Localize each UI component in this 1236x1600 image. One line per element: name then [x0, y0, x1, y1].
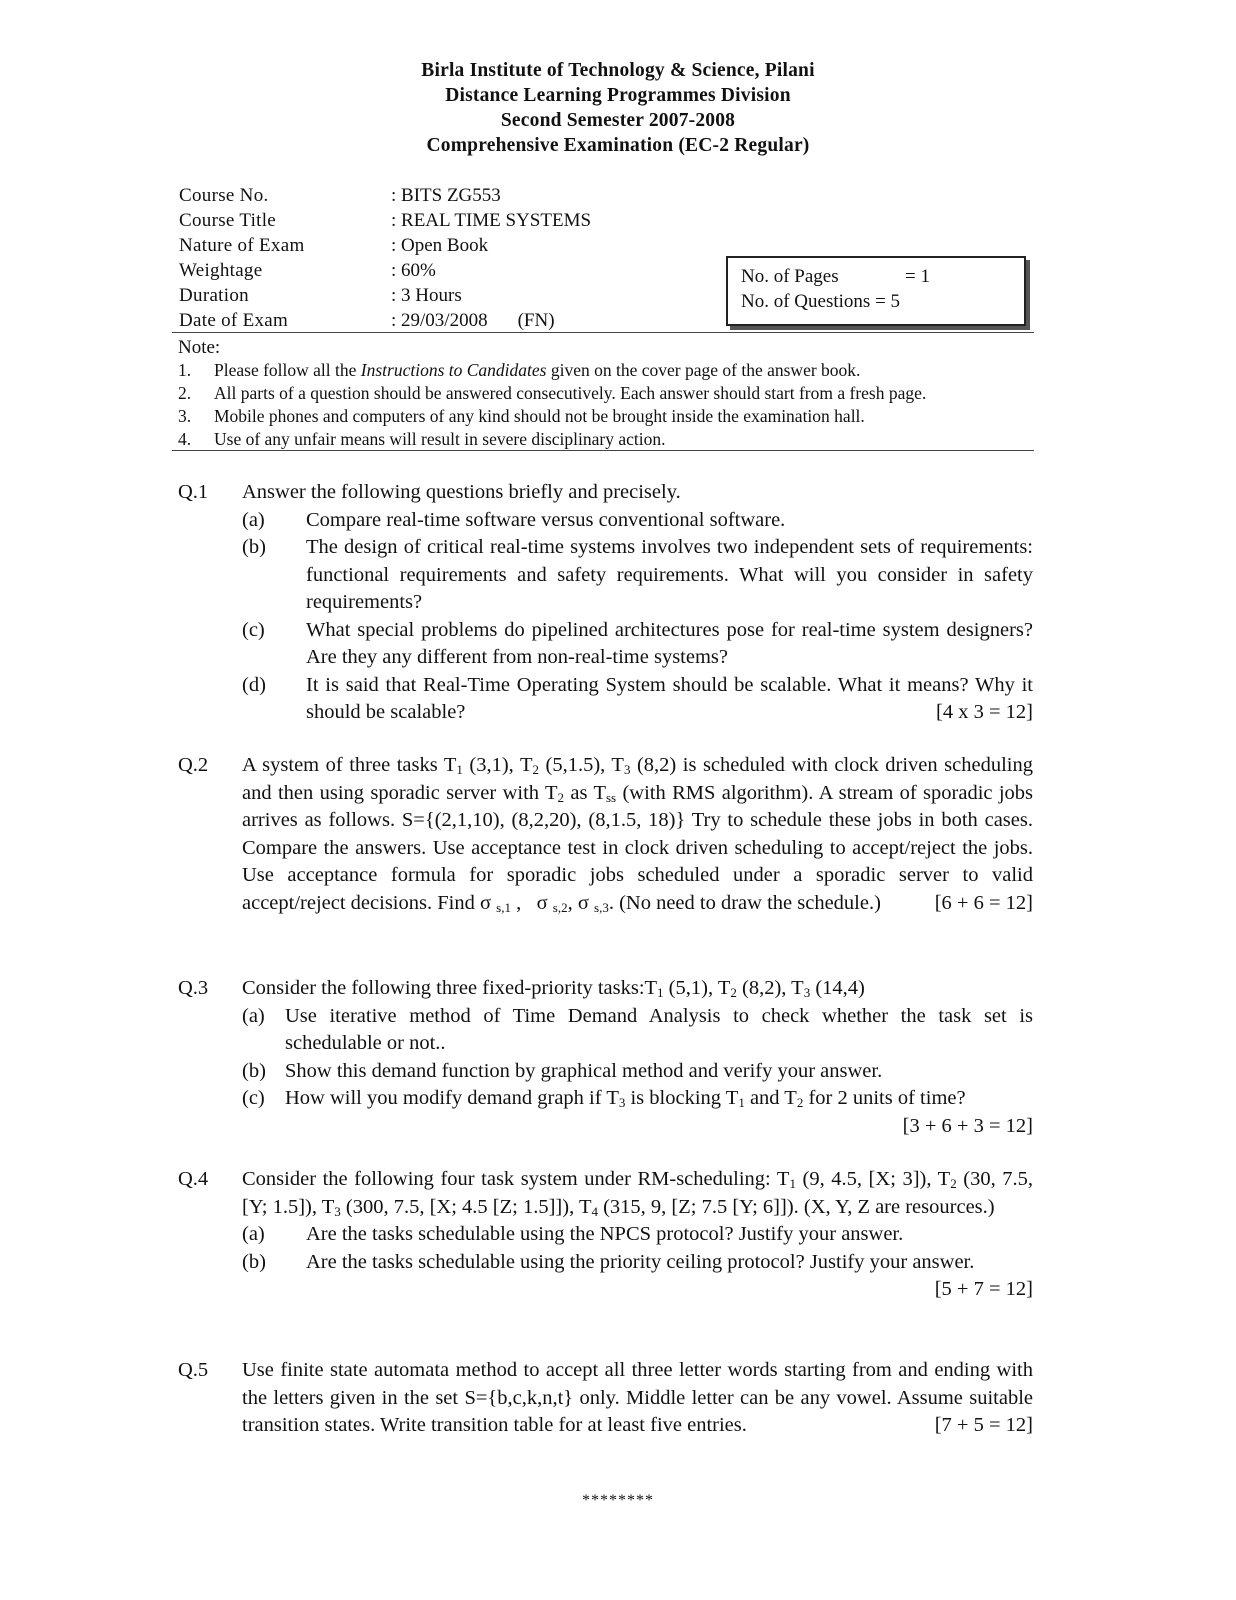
question-text: Use finite state automata method to accept all three letter words starting from and ending with the letters given in the set S={b,c,k,n,t} only. Middle letter can be any vowel. Assume suitable transition states. Write transition table for at least five entries. [7 + 5 = 12] [242, 1357, 1033, 1440]
question-3 [178, 975, 1033, 1140]
question-intro: Consider the following three fixed-priority $tasks:T_1$ (5,1), $T_2$ (8,2), $T_3$ (14,4) [242, 977, 865, 1000]
question-2 [178, 752, 1033, 917]
marks: [4 x 3 = 12] [936, 701, 1033, 723]
question-part: (a) Are the tasks schedulable using the NPCS protocol? Justify your answer. [242, 1223, 904, 1245]
question-1 [178, 479, 1033, 727]
question-part: (a) Compare real-time software versus conventional software. [242, 508, 786, 531]
note-item: 2. All parts of a question should be answered consecutively. Each answer should start from a fresh page. [178, 383, 927, 403]
meta-row-nature: Nature of Exam : Open Book [179, 235, 489, 256]
question-part: (b) Are the tasks schedulable using the priority ceiling protocol? Justify your answer. [5 + 7 = 12] [242, 1249, 1033, 1304]
question-number: Q.3 [178, 977, 209, 999]
marks: [6 + 6 = 12] [934, 891, 1033, 914]
question-part: (b) Show this demand function by graphical method and verify your answer. [242, 1059, 883, 1082]
division-name: Distance Learning Programmes Division [445, 85, 791, 106]
question-number: Q.2 [178, 754, 209, 776]
question-part: (a) Use iterative method of Time Demand Analysis to check whether the task set is schedulable or not.. [242, 1004, 1033, 1054]
question-part: (c) How will you modify demand graph if $T_3$ is blocking $T_1$ and $T_2$ for 2 units of time? [3 + 6 + 3 = 12] [242, 1085, 1033, 1140]
meta-row-weightage: Weightage : 60% [179, 260, 436, 281]
question-part: (b) The design of critical real-time systems involves two independent sets of requirements: functional requirements and safety requirements. What will you consider in safety requirements? [242, 536, 1033, 613]
semester: Second Semester 2007-2008 [500, 110, 736, 131]
question-intro: Consider the following four task system under RM-scheduling: $T_1$ (9, 4.5, [X; 3]), $T_2$ (30, 7.5, [Y; 1.5]), $T_3$ (300, 7.5, [X; 4.5 [Z; 1.5]]), $T_4$ (315, 9, [Z; 7.5 [Y; 6]]). (X, Y, Z are resources.) [242, 1168, 1034, 1219]
question-number: Q.4 [178, 1168, 209, 1190]
note-item: 1. Please follow all the Instructions to Candidates given on the cover page of the answer book. [178, 360, 861, 380]
question-part: (d) It is said that Real-Time Operating System should be scalable. What it means? Why it should be scalable? [4 x 3 = 12] [242, 672, 1033, 727]
marks: [5 + 7 = 12] [934, 1278, 1033, 1300]
question-part: (c) What special problems do pipelined architectures pose for real-time system designers? Are they any different from non-real-time systems? [242, 618, 1033, 668]
question-number: Q.1 [178, 481, 209, 503]
pages-questions-box: No. of Pages = 1 No. of Questions = 5 [726, 256, 1026, 326]
marks: [7 + 5 = 12] [934, 1414, 1033, 1436]
question-5 [178, 1357, 1033, 1440]
notes-section [178, 337, 926, 451]
exam-metadata [179, 183, 591, 333]
question-4 [178, 1166, 1033, 1304]
document-header [0, 58, 1236, 158]
exam-title: Comprehensive Examination (EC-2 Regular) [426, 135, 810, 156]
note-item: 3. Mobile phones and computers of any kind should not be brought inside the examination hall. [178, 406, 865, 426]
marks: [3 + 6 + 3 = 12] [902, 1114, 1033, 1137]
meta-row-course-no: Course No. : BITS ZG553 [179, 185, 501, 206]
meta-row-date: Date of Exam : 29/03/2008 (FN) [179, 310, 555, 331]
notes-title: Note: [178, 337, 221, 358]
note-item: 4. Use of any unfair means will result in severe disciplinary action. [178, 429, 666, 449]
meta-row-duration: Duration : 3 Hours [179, 285, 462, 306]
divider [172, 450, 1034, 451]
question-number: Q.5 [178, 1359, 209, 1381]
question-text: A system of three tasks $T_1$ (3,1), $T_2$ (5,1.5), $T_3$ (8,2) is scheduled with clock driven scheduling and then using sporadic server with $T_2$ as $T_{ss}$ (with RMS algorithm). A stream of sporadic jobs arrives as follows. S={(2,1,10), (8,2,20), (8,1.5, 18)} Try to schedule these jobs in both cases. Compare the answers. Use acceptance test in clock driven scheduling to accept/reject the jobs. Use acceptance formula for sporadic jobs scheduled under a sporadic server to valid accept/reject decisions. Find σ $_{s,1}$ , σ $_{s,2}$, σ $_{s,3}$. (No need to draw the schedule.) [6 + 6 = 12] [242, 752, 1033, 917]
divider [172, 332, 1034, 333]
meta-row-course-title: Course Title : REAL TIME SYSTEMS [179, 210, 592, 231]
institute-name: Birla Institute of Technology & Science, Pilani [421, 60, 815, 81]
end-marker: ******** [582, 1492, 654, 1509]
question-intro: Answer the following questions briefly and precisely. [242, 481, 681, 503]
